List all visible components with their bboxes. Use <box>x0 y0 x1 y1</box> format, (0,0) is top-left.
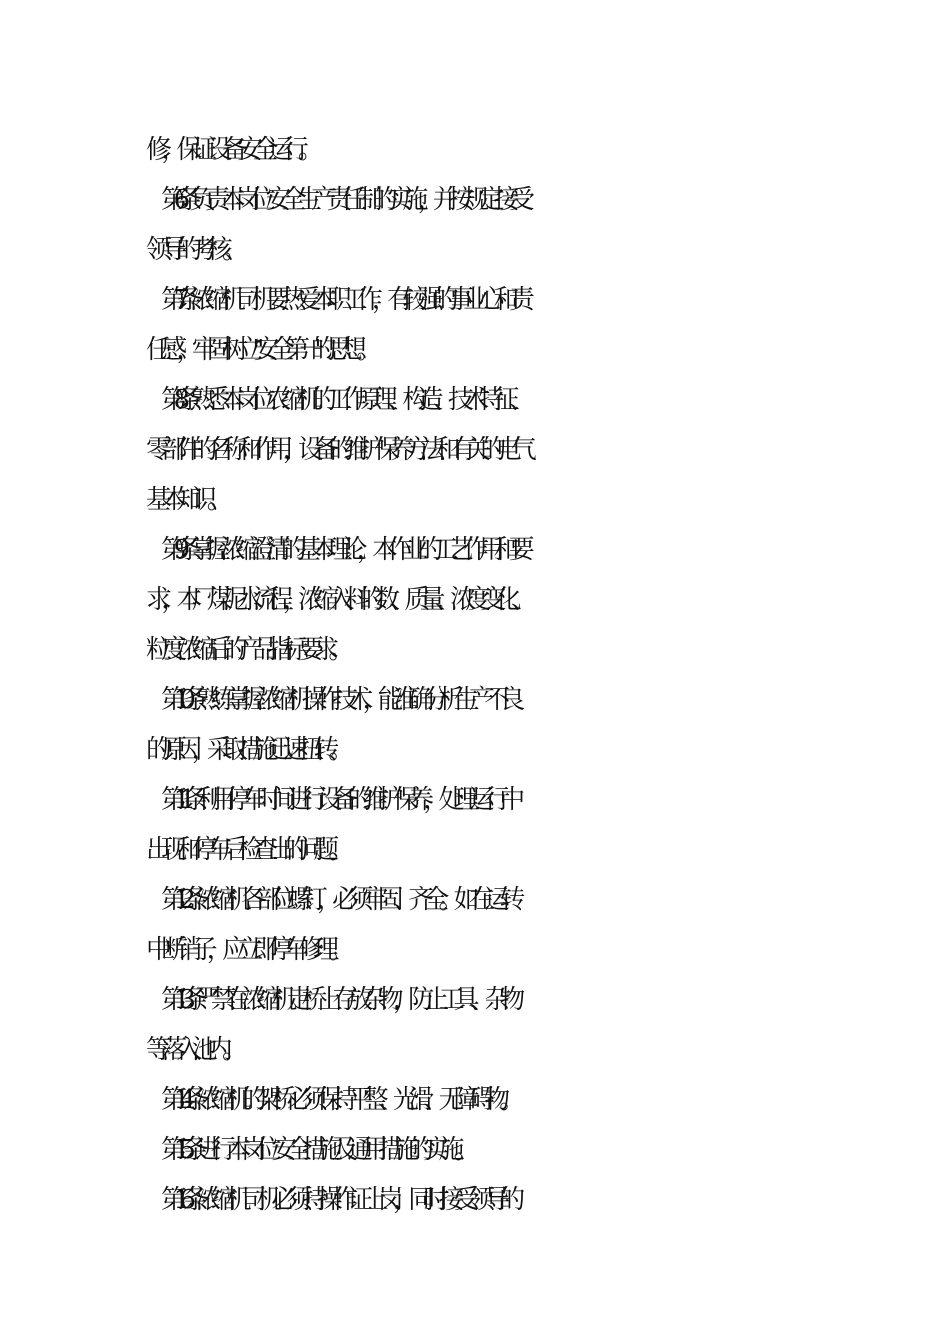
text-line: 修，保证设备安全运行。 <box>146 135 314 165</box>
article-7-line-1: 第 7 条 浓缩机司机要热爱本职工作，有较强的事业心和责 <box>161 285 524 315</box>
article-15-line-1: 第 15 条 进行本岗位安全措施及通用措施的实施。 <box>161 1135 469 1165</box>
article-11-line-2: 出现和停车后检查出的问题。 <box>146 835 344 865</box>
article-8-line-1: 第 8 条 熟悉本岗位农缩机的工作原理、构造、技术特征、 <box>161 385 524 415</box>
article-9-line-3: 粒度浓缩后的产品指标要求。 <box>146 635 344 665</box>
article-12-line-1: 第 12 条 浓缩机各部位螺钉，必须牢固、齐全。如在运转 <box>161 885 515 915</box>
article-9-line-2: 求，本厂煤泥水流程，浓缩入料的数、质量、浓度变化、 <box>146 585 527 615</box>
article-10-line-1: 第 10 条 熟练掌握浓缩机操作技术，能准确分析生产不良 <box>161 685 515 715</box>
article-16-line-1: 第 16 条 浓缩机司机必须持操作证上岗，同时接受领导的 <box>161 1185 515 1215</box>
article-8-line-3: 基本知识。 <box>146 485 223 515</box>
article-13-line-2: 等落入池内。 <box>146 1035 238 1065</box>
article-12-line-2: 中断销子，应立即停车修理。 <box>146 935 344 965</box>
article-9-line-1: 第 9 条 掌握浓缩澄清的基本理论，本作业的工艺作用和要 <box>161 535 524 565</box>
article-8-line-2: 零部件的名称和作用，设备的维护保养方法和有关的电气 <box>146 435 527 465</box>
article-13-line-1: 第 13 条 严禁在浓缩机走桥上存放杂物，防止工具、杂物 <box>161 985 515 1015</box>
article-11-line-1: 第 11 条 利用停车时间进行设备的维护保养，处理运行中 <box>161 785 515 815</box>
article-6-line-2: 领导的考核。 <box>146 235 238 265</box>
article-14-line-1: 第 14 条 浓缩机的架桥必须保持平整、光滑、无障碍物。 <box>161 1085 515 1115</box>
article-7-line-2: 任感，牢固树立"安全第一'的思想。 <box>146 335 372 365</box>
article-6-line-1: 第 6 条 负责本岗位安全生产责任制的实施，并按规定接受 <box>161 185 524 215</box>
article-10-line-2: 的原因，采取措施迅速扭转。 <box>146 735 344 765</box>
